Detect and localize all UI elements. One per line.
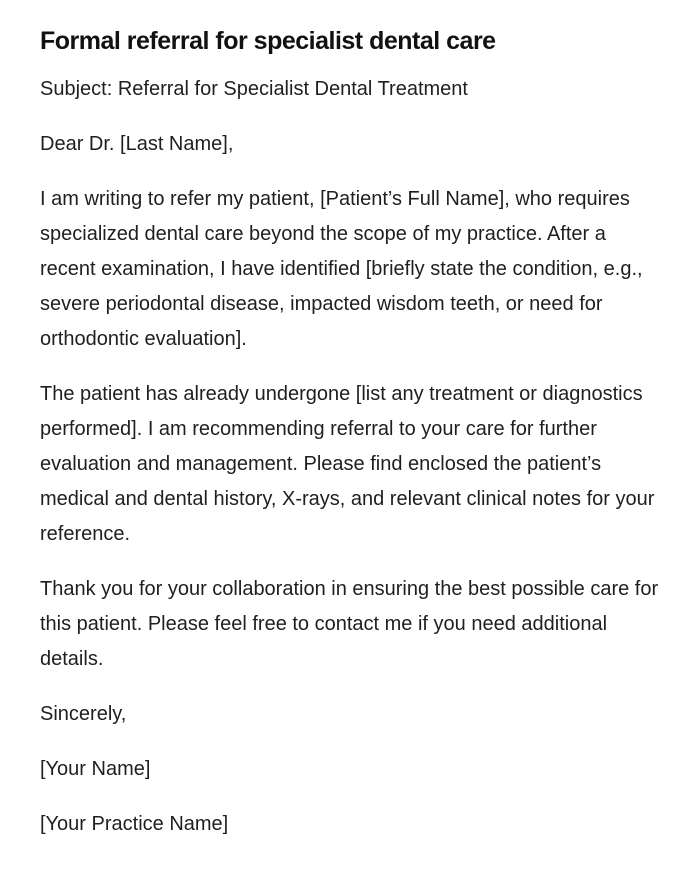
referral-letter bbox=[40, 24, 660, 862]
page-title: Formal referral for specialist dental care bbox=[40, 27, 496, 55]
body-paragraph-1: I am writing to refer my patient, [Patient’s Full Name], who requires specialized dental care beyond the scope of my practice. After a recent examination, I have identified [briefly state the condition, e.g., severe periodontal disease, impacted wisdom teeth, or need for orthodontic evaluation]. bbox=[40, 188, 643, 350]
signature-practice: [Your Practice Name] bbox=[40, 813, 229, 835]
subject-line: Subject: Referral for Specialist Dental Treatment bbox=[40, 78, 468, 100]
signature-name: [Your Name] bbox=[40, 758, 151, 780]
salutation: Dear Dr. [Last Name], bbox=[40, 133, 234, 155]
body-paragraph-2: The patient has already undergone [list any treatment or diagnostics performed]. I am recommending referral to your care for further evaluation and management. Please find enclosed the patient’s medical and dental history, X-rays, and relevant clinical notes for your reference. bbox=[40, 383, 655, 545]
closing: Sincerely, bbox=[40, 703, 127, 725]
body-paragraph-3: Thank you for your collaboration in ensuring the best possible care for this patient. Please feel free to contact me if you need additional details. bbox=[40, 578, 659, 670]
